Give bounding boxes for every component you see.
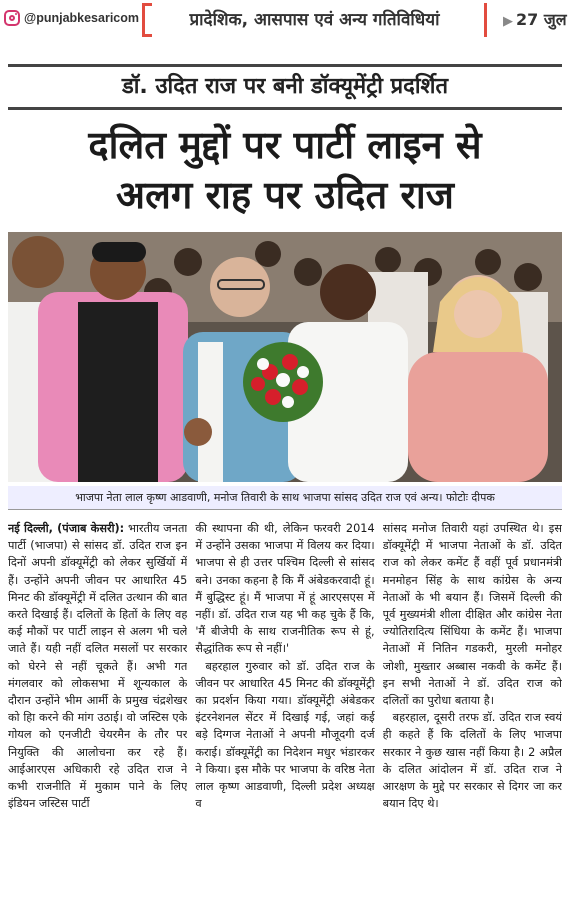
top-bar	[0, 0, 570, 44]
article-column-1	[8, 520, 187, 898]
photo-caption: भाजपा नेता लाल कृष्ण आडवाणी, मनोज तिवारी के साथ भाजपा सांसद उदित राज एवं अन्य। फोटोः दीपक	[8, 486, 562, 510]
main-headline	[6, 120, 564, 220]
paragraph	[8, 520, 187, 812]
section-title: प्रादेशिक, आसपास एवं अन्य गतिविधियां	[189, 10, 440, 30]
social-handle	[4, 8, 139, 28]
paragraph: बहरहाल, दूसरी तरफ डॉ. उदित राज स्वयं ही कहते हैं कि दलितों के लिए भाजपा सरकार ने कुछ खास नहीं किया है। 2 अप्रैल के दलित आंदोलन में डॉ. उदित राज ने आरक्षण के मुद्दे पर सरकार से दिगर जा कर बयान दिए थे।	[382, 711, 562, 811]
paragraph: की स्थापना की थी, लेकिन फरवरी 2014 में उन्होंने उसका भाजपा में विलय कर दिया। भाजपा से ही उत्तर पश्चिम दिल्ली से सांसद बने। उनका कहना है कि मैं अंबेडकरवादी हूं। मैं बुद्धिस्ट हूं। मैं भाजपा में हूं आरएसएस में नहीं। डॉ. उदित राज यह भी कह चुके हैं कि, 'मैं बीजेपी के साथ राजनीतिक रूप से हूं, सैद्धांतिक रूप से नहीं।'	[195, 522, 375, 656]
paragraph: सांसद मनोज तिवारी यहां उपस्थित थे। इस डॉक्यूमेंट्री में भाजपा नेताओं के डॉ. उदित राज को लेकर कमेंट हैं वहीं पूर्व प्रधानमंत्री मनमोहन सिंह के साथ कांग्रेस के अन्य नेताओं के भी बयान हैं। जिसमें दिल्ली की पूर्व मुख्यमंत्री शीला दीक्षित और कांग्रेस नेता ज्योतिरादित्य सिंधिया के कमेंट हैं। भाजपा नेताओं में नितिन गडकरी, मुरली मनोहर जोशी, मुख्तार अब्बास नकवी के कमेंट हैं। इन सभी नेताओं ने डॉ. उदित राज को दलितों का पुरोधा बताया है।	[382, 522, 562, 708]
date-text: 27 जुल	[516, 10, 567, 29]
kicker-headline: डॉ. उदित राज पर बनी डॉक्यूमेंट्री प्रदर्शित	[8, 64, 562, 110]
dateline: नई दिल्ली, (पंजाब केसरी):	[8, 522, 125, 535]
instagram-icon	[4, 10, 20, 26]
section-header	[142, 3, 487, 37]
headline-line-1: दलित मुद्दों पर पार्टी लाइन से	[88, 123, 482, 167]
paragraph: बहरहाल गुरुवार को डॉ. उदित राज के जीवन पर आधारित 45 मिनट की डॉक्यूमेंट्री का प्रदर्शन किया गया। डॉक्यूमेंट्री अंबेडकर इंटरनेशनल सेंटर में दिखाई गई, जहां कई बड़े दिग्गज नेताओं ने अपनी मौजूदगी दर्ज कराई। डॉक्यूमेंट्री का निदेशन मधुर भंडारकर ने किया। इस मौके पर भाजपा के वरिष्ठ नेता लाल कृष्ण आडवाणी, दिल्ली प्रदेश अध्यक्ष व	[195, 659, 375, 811]
handle-text: @punjabkesaricom	[24, 11, 140, 25]
photo-illustration	[8, 232, 562, 482]
issue-date	[503, 8, 567, 30]
article-column-3	[383, 520, 562, 898]
article-column-2	[195, 520, 374, 898]
triangle-icon: ▶	[503, 14, 513, 29]
paragraph-text: भारतीय जनता पार्टी (भाजपा) से सांसद डॉ. उदित राज इन दिनों अपनी डॉक्यूमेंट्री को लेकर सुर्खियों में हैं। उन्होंने अपनी जीवन पर आधारित 45 मिनट की डॉक्यूमेंट्री में दलित उत्थान की बात करते दिखाई हैं। दलितों के हितों के लिए वह कई मौकों पर पार्टी लाइन से अलग भी चले जाते हैं। यही नहीं दलित मसलों पर सरकार को घेरने से नहीं चूकते हैं। अभी गत मंगलवार को लोकसभा में शून्यकाल के दौरान उन्होंने भीम आर्मी के प्रमुख चंद्रशेखर को हिा करने की मांग उठाई। वो जस्टिस एके गोयल को एनजीटी चेयरमैन के तौर पर नियुक्ति की आलोचना कर रहे हैं। आईआरएस अधिकारी रहे उदित राज ने कभी राजनीति में मुकाम पाने के लिए इंडियन जस्टिस पार्टी	[8, 522, 188, 811]
article-body	[8, 520, 562, 898]
headline-line-2: अलग राह पर उदित राज	[116, 173, 454, 217]
news-photo	[8, 232, 562, 482]
